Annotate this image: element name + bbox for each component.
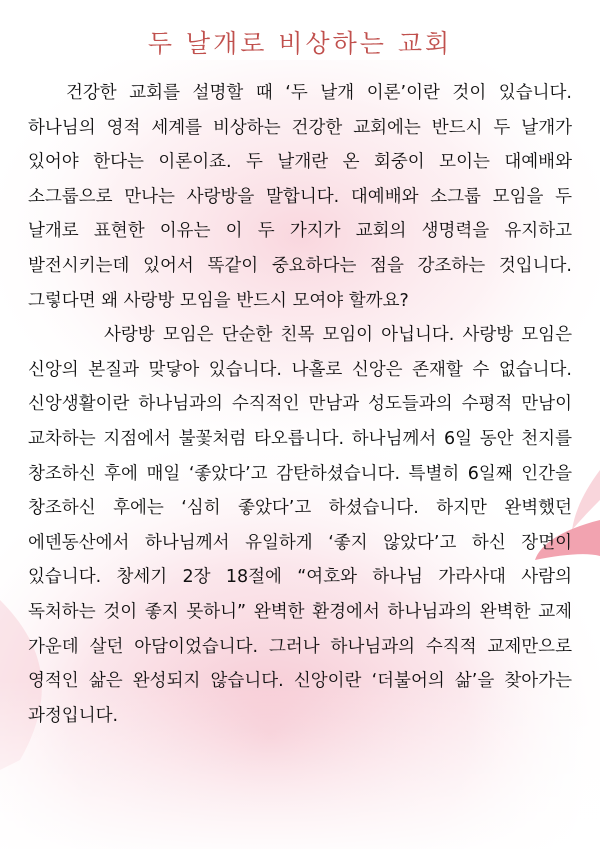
paragraph-1: 건강한 교회를 설명할 때 ‘두 날개 이론’이란 것이 있습니다. 하나님의 영적 세계를 비상하는 건강한 교회에는 반드시 두 날개가 있어야 한다는 이론이죠. 두 날개란 온 회중이 모이는 대예배와 소그룹으로 만나는 사랑방을 말합니다. 대예배와 소그룹 모임을 두 날개로 표현한 이유는 이 두 가지가 교회의 생명력을 유지하고 발전시키는데 있어서 똑같이 중요하다는 점을 강조하는 것입니다. 그렇다면 왜 사랑방 모임을 반드시 모여야 할까요? — [28, 83, 573, 311]
document-title: 두 날개로 비상하는 교회 — [147, 29, 453, 58]
paragraph-2: 사랑방 모임은 단순한 친목 모임이 아닙니다. 사랑방 모임은 신앙의 본질과 맞닿아 있습니다. 나홀로 신앙은 존재할 수 없습니다. 신앙생활이란 하나님과의 수직적인 만남과 성도들과의 수평적 만남이 교차하는 지점에서 불꽃처럼 타오릅니다. 하나님께서 6일 동안 천지를 창조하신 후에 매일 ‘좋았다’고 감탄하셨습니다. 특별히 6일째 인간을 창조하신 후에는 ‘심히 좋았다’고 하셨습니다. 하지만 완벽했던 에덴동산에서 하나님께서 유일하게 ‘좋지 않았다’고 하신 장면이 있습니다. 창세기 2장 18절에 “여호와 하나님 가라사대 사람의 독처하는 것이 좋지 못하니” 완벽한 환경에서 하나님과의 완벽한 교제 가운데 살던 아담이었습니다. 그러나 하나님과의 수직적 교제만으로 영적인 삶은 완성되지 않습니다. 신앙이란 ‘더불어의 삶’을 찾아가는 과정입니다. — [28, 325, 572, 726]
